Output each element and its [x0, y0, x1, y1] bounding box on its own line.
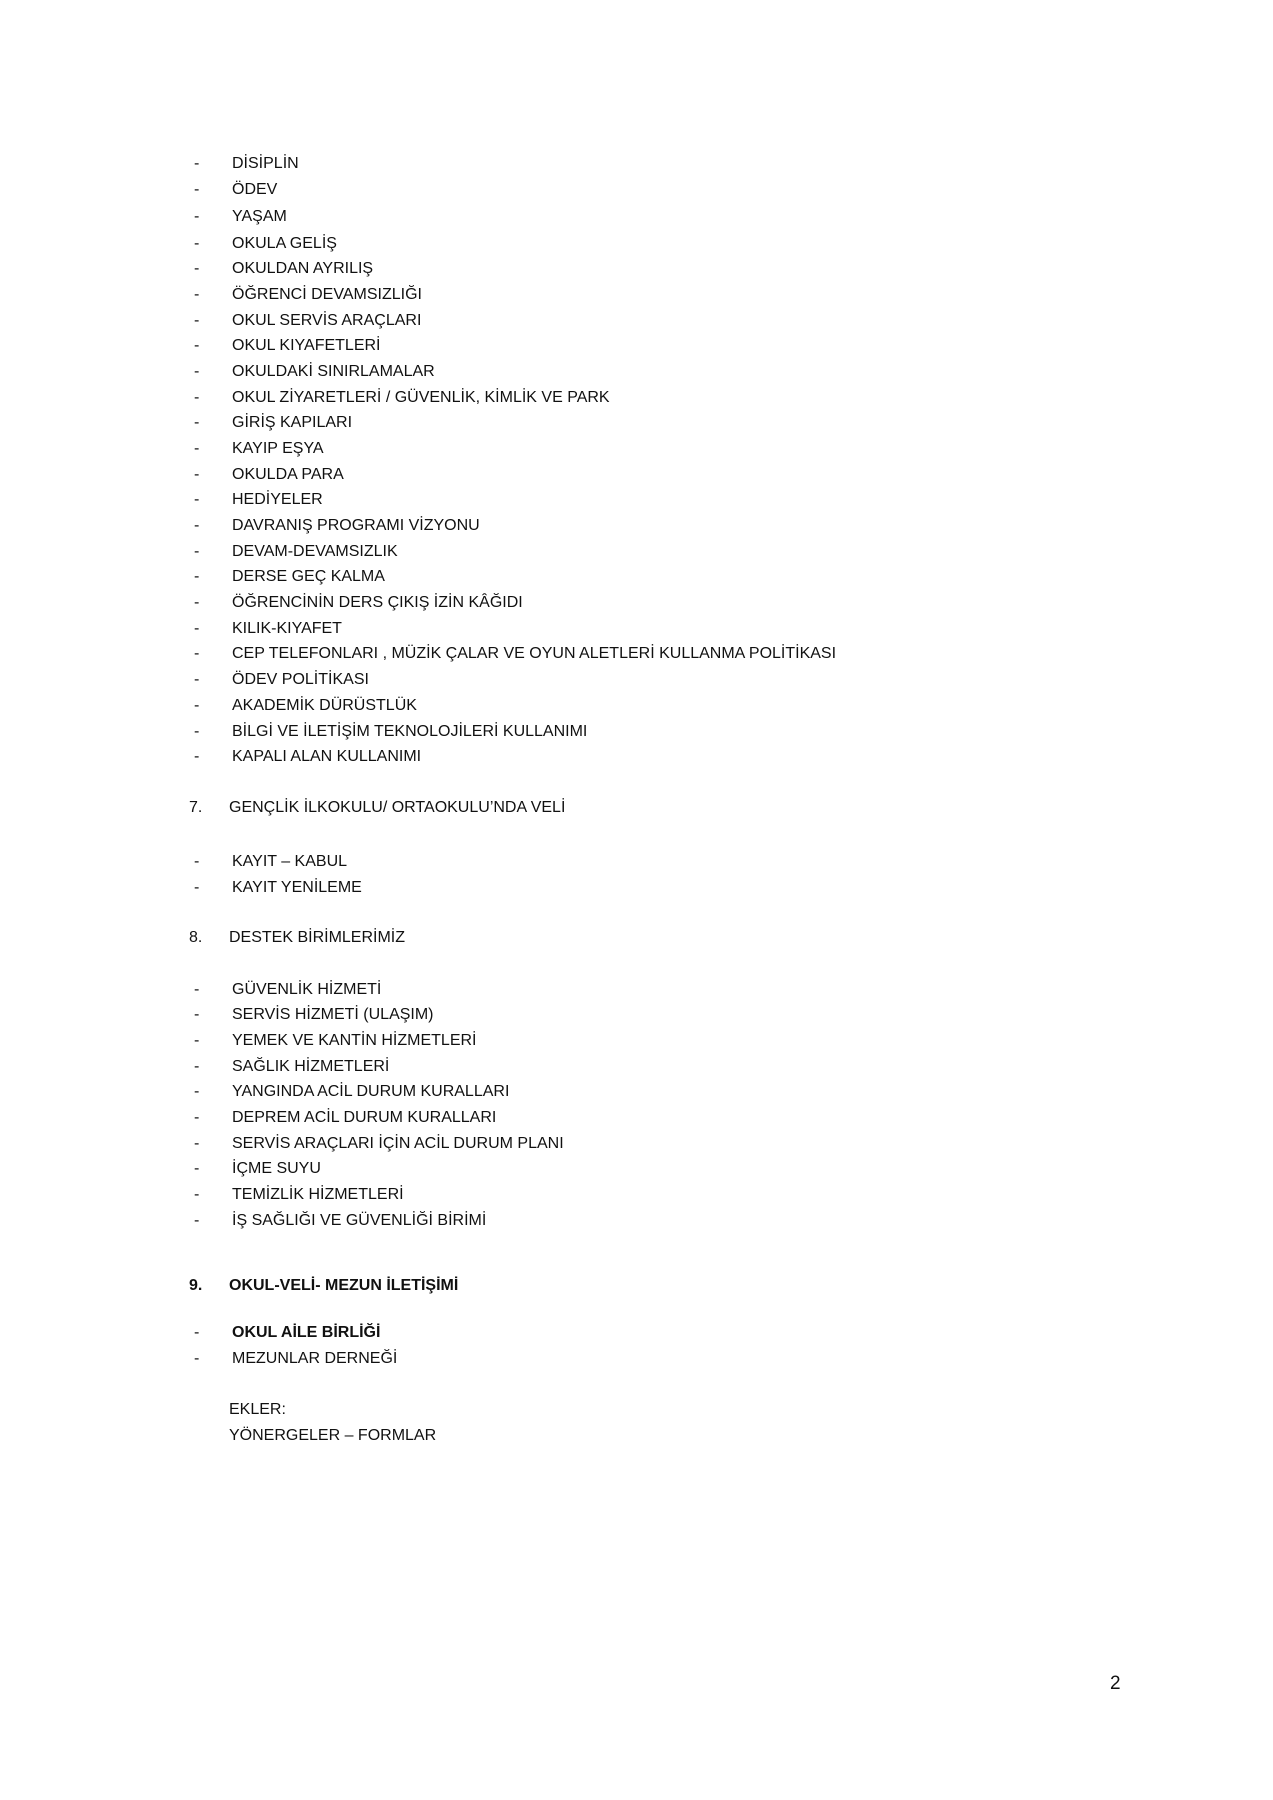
list-item: - SERVİS ARAÇLARI İÇİN ACİL DURUM PLANI: [194, 1135, 564, 1152]
list-item: - ÖĞRENCİNİN DERS ÇIKIŞ İZİN KÂĞIDI: [194, 594, 523, 611]
list-item: - OKULDAN AYRILIŞ: [194, 260, 374, 277]
list-item: - HEDİYELER: [194, 491, 323, 508]
list-item: - DEPREM ACİL DURUM KURALLARI: [194, 1109, 497, 1126]
list-item: - ÖDEV: [194, 181, 278, 198]
list-item: - YEMEK VE KANTİN HİZMETLERİ: [194, 1032, 477, 1049]
list-item: - KILIK-KIYAFET: [194, 620, 342, 637]
list-item: - OKUL AİLE BİRLİĞİ: [194, 1324, 381, 1341]
list-item: - YANGINDA ACİL DURUM KURALLARI: [194, 1083, 510, 1100]
list-item: - OKUL KIYAFETLERİ: [194, 337, 381, 354]
list-item: - GÜVENLİK HİZMETİ: [194, 981, 382, 998]
list-item: - KAYIT YENİLEME: [194, 879, 362, 896]
list-item: - DİSİPLİN: [194, 155, 299, 172]
list-item: - SERVİS HİZMETİ (ULAŞIM): [194, 1006, 434, 1023]
list-item: - İÇME SUYU: [194, 1160, 321, 1177]
list-item: - CEP TELEFONLARI , MÜZİK ÇALAR VE OYUN ALETLERİ KULLANMA POLİTİKASI: [194, 645, 837, 662]
section-7-heading: 7. GENÇLİK İLKOKULU/ ORTAOKULU’NDA VELİ: [189, 799, 566, 816]
list-item: - MEZUNLAR DERNEĞİ: [194, 1350, 398, 1367]
appendix-line: YÖNERGELER – FORMLAR: [229, 1427, 437, 1444]
list-item: - TEMİZLİK HİZMETLERİ: [194, 1186, 404, 1203]
list-item: - DAVRANIŞ PROGRAMI VİZYONU: [194, 517, 480, 534]
list-item: - YAŞAM: [194, 208, 287, 225]
list-item: - İŞ SAĞLIĞI VE GÜVENLİĞİ BİRİMİ: [194, 1212, 487, 1229]
list-item: - OKULDA PARA: [194, 466, 344, 483]
list-item: - OKUL SERVİS ARAÇLARI: [194, 312, 422, 329]
list-item: - SAĞLIK HİZMETLERİ: [194, 1058, 390, 1075]
list-item: - KAYIP EŞYA: [194, 440, 324, 457]
list-item: - GİRİŞ KAPILARI: [194, 414, 353, 431]
list-item: - BİLGİ VE İLETİŞİM TEKNOLOJİLERİ KULLANIMI: [194, 723, 588, 740]
appendix-label: EKLER:: [229, 1401, 286, 1418]
list-item: - ÖDEV POLİTİKASI: [194, 671, 369, 688]
section-9-heading: 9. OKUL-VELİ- MEZUN İLETİŞİMİ: [189, 1277, 459, 1294]
list-item: - AKADEMİK DÜRÜSTLÜK: [194, 697, 417, 714]
list-item: - DERSE GEÇ KALMA: [194, 568, 385, 585]
list-item: - KAYIT – KABUL: [194, 853, 348, 870]
list-item: - OKULA GELİŞ: [194, 235, 337, 252]
list-item: - KAPALI ALAN KULLANIMI: [194, 748, 422, 765]
section-8-heading: 8. DESTEK BİRİMLERİMİZ: [189, 929, 406, 946]
page-number: 2: [1110, 1673, 1121, 1694]
list-item: - OKUL ZİYARETLERİ / GÜVENLİK, KİMLİK VE PARK: [194, 389, 610, 406]
list-item: - DEVAM-DEVAMSIZLIK: [194, 543, 398, 560]
list-item: - ÖĞRENCİ DEVAMSIZLIĞI: [194, 286, 422, 303]
list-item: - OKULDAKİ SINIRLAMALAR: [194, 363, 435, 380]
